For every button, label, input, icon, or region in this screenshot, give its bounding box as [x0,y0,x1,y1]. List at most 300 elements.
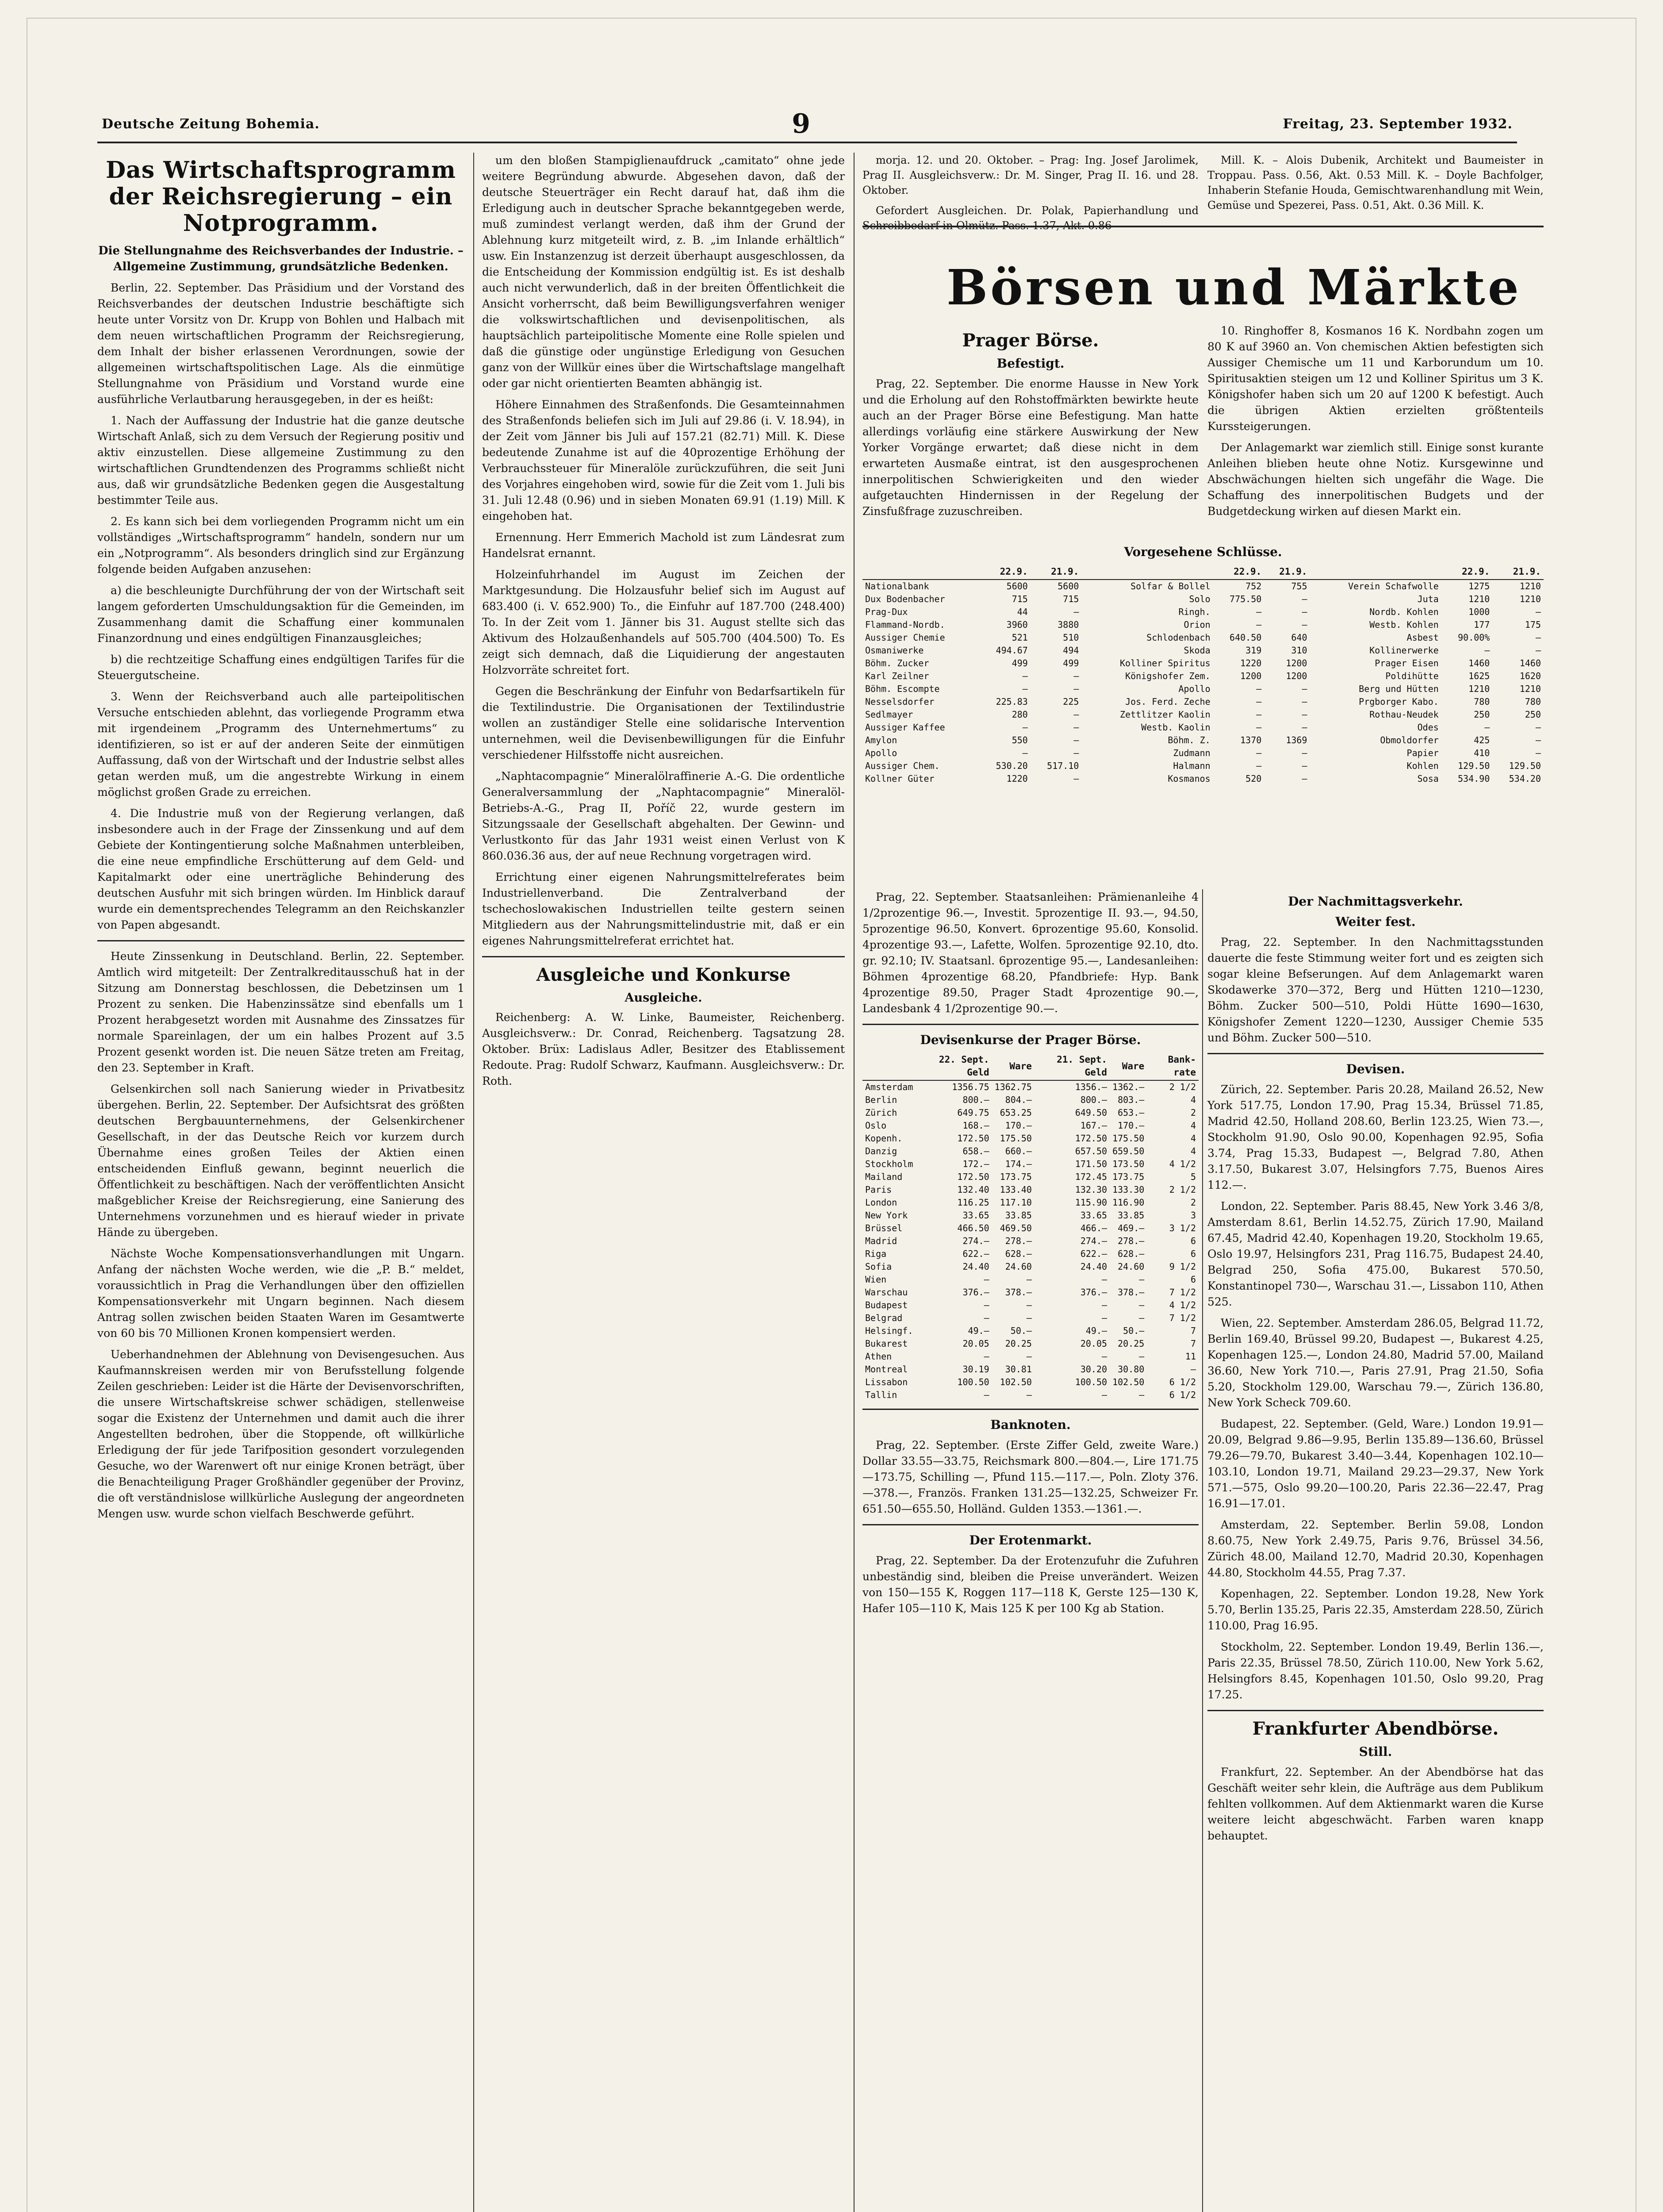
table-cell: 33.85 [1005,1210,1032,1221]
table-cell: 1210 [1519,684,1541,694]
table-cell: 715 [1063,594,1079,604]
table-cell: 11 [1185,1351,1196,1362]
table-cell: 20.05 [962,1338,989,1349]
table-cell: Aussiger Chem. [865,760,940,771]
paragraph: Prag, 22. September. Staatsanleihen: Prämienanleihe 4 1/2prozentige 96.—, Investit. 5prozentige II. 93.—, 94.50, 5prozentige 96.50, Konvert. 6prozentige 95.60, Konsolid. 4prozentige 93.—, Lafette, Wolfen. 5prozentige 92.10, dto. gr. 92.10; IV. Staatsanl. 6prozentige 95.—, Landesanleihen: Böhmen 4prozentige 68.20, Pfandbriefe: Hyp. Bank 4prozentige 89.50, Prager Stadt 4prozentige 90.—, Landesbank 4 1/2prozentige 90.—. [862,891,1199,1015]
table-header-cell: 22.9. [1441,565,1493,580]
table-cell: 715 [1012,594,1028,604]
table-cell: Danzig [865,1146,897,1156]
stock-quotes-table [862,565,1544,785]
table-cell: — [1139,1300,1145,1310]
table-cell: 3 1/2 [1169,1223,1196,1233]
stock-row [862,657,1544,670]
table-cell: 116.90 [1112,1197,1145,1208]
currency-row [862,1209,1199,1222]
paragraph: Holzeinfuhrhandel im August im Zeichen der Marktgesundung. Die Holzausfuhr belief sich im August auf 683.400 (i. V. 652.900) To., die Einfuhr auf 187.700 (248.400) To. In der Zeit vom 1. Jänner bis 31. August stellte sich das Aktivum des Holzaußenhandels auf 505.700 (404.500) To. Es zeigt sich demnach, daß die Liquidierung der angestauten Holzvorräte schreitet fort. [482,568,845,676]
table-cell: 20.05 [1080,1338,1107,1349]
currency-row [862,1145,1199,1158]
table-cell: 175.50 [1112,1133,1145,1144]
table-cell: Böhm. Z. [1168,735,1211,745]
table-cell: 1625 [1468,671,1490,681]
table-cell: 4 [1190,1094,1196,1105]
stock-row [862,618,1544,631]
table-cell: — [1302,684,1307,694]
paragraph: Errichtung einer eigenen Nahrungsmittelreferates beim Industriellenverband. Die Zentralverband der tschechoslowakischen Industriellen teilte gestern seinen Mitgliedern aus der Nahrungsmittelindustrie mit, daß er ein eigenes Nahrungsmittelreferat errichtet hat. [482,871,845,947]
table-cell: 658.— [962,1146,989,1156]
currency-row [862,1350,1199,1363]
table-cell: 100.50 [957,1377,989,1387]
table-cell: Königshofer Zem. [1125,671,1211,681]
table-cell: 175.50 [1000,1133,1032,1144]
table-cell: — [1139,1313,1145,1323]
page-number: 9 [792,108,811,139]
stock-row [862,721,1544,734]
table-cell: 4 [1190,1120,1196,1131]
table-cell: 132.40 [957,1184,989,1195]
table-cell: Sosa [1417,773,1439,784]
table-cell: — [1139,1390,1145,1400]
table-cell: 534.90 [1458,773,1490,784]
table-cell: 800.— [962,1094,989,1105]
table-cell: — [1073,709,1079,720]
table-cell: 469.— [1118,1223,1145,1233]
table-cell: 755 [1291,581,1307,591]
markets-rule [862,226,1544,227]
table-cell: 173.75 [1112,1171,1145,1182]
table-cell: 133.40 [1000,1184,1032,1195]
currency-row [862,1260,1199,1273]
table-cell: 640.50 [1230,632,1262,643]
table-cell: — [1026,1390,1032,1400]
table-cell: — [1026,1274,1032,1285]
table-cell: Berg und Hütten [1359,684,1439,694]
table-cell: 24.40 [962,1261,989,1272]
table-header-cell: Bank-rate [1147,1052,1199,1080]
table-cell: — [1102,1351,1107,1362]
table-cell: Warschau [865,1287,908,1298]
table-cell: 1460 [1519,658,1541,668]
table-cell: 116.25 [957,1197,989,1208]
table-cell: 659.50 [1112,1146,1145,1156]
table-cell: Aussiger Chemie [865,632,945,643]
table-cell: 649.50 [1075,1107,1107,1118]
table-cell: 24.40 [1080,1261,1107,1272]
table-cell: 653.— [1118,1107,1145,1118]
table-cell: 6 [1190,1236,1196,1246]
table-cell: 115.90 [1075,1197,1107,1208]
table-cell: 33.65 [962,1210,989,1221]
table-header-cell: 21.9. [1492,565,1544,580]
table-cell: Brüssel [865,1223,903,1233]
table-cell: 520 [1245,773,1262,784]
table-cell: — [1073,748,1079,758]
table-cell: 1362.— [1112,1082,1145,1092]
table-cell: 7 1/2 [1169,1313,1196,1323]
table-cell: — [1256,760,1262,771]
table-cell: 780 [1525,696,1541,707]
currency-row [862,1196,1199,1209]
paragraph: Kopenhagen, 22. September. London 19.28, New York 5.70, Berlin 135.25, Paris 22.35, Amsterdam 228.50, Zürich 110.00, Prag 16.95. [1207,1587,1544,1632]
paragraph: Stockholm, 22. September. London 19.49, Berlin 136.—, Paris 22.35, Brüssel 78.50, Zürich 110.00, New York 5.62, Helsingfors 8.45, Kopenhagen 101.50, Oslo 99.20, Prag 17.25. [1207,1640,1544,1701]
table-cell: 499 [1012,658,1028,668]
table-cell: Verein Schafwolle [1348,581,1439,591]
table-cell: 378.— [1118,1287,1145,1298]
paragraph: Prag, 22. September. Die enorme Hausse in New York und die Erholung auf den Rohstoffmärkten bewirkte heute auch an der Prager Börse eine Befestigung. Man hatte allerdings vorläufig eine stärkere Auswirkung der New Yorker Vorgänge erwartet; daß diese nicht in dem erwarteten Ausmaße eintrat, ist den ausgesprochenen innerpolitischen Schwierigkeiten und den wieder aufgetauchten Hindernissen in der Regelung der Zinsfußfrage zuzuschreiben. [862,377,1199,518]
table-cell: 33.85 [1118,1210,1145,1221]
stock-row [862,760,1544,772]
table-cell: — [1073,671,1079,681]
table-cell: — [1535,607,1541,617]
table-cell: 133.30 [1112,1184,1145,1195]
paragraph: Zürich, 22. September. Paris 20.28, Mailand 26.52, New York 517.75, London 17.90, Prag 15.34, Brüssel 71.85, Madrid 42.50, Holland 208.60, Berlin 123.25, Wien 73.—, Stockholm 91.90, Oslo 90.00, Kopenhagen 92.95, Sofia 3.74, Prag 15.33, Budapest —, Belgrad 7.80, Athen 3.17.50, Bukarest 3.07, Helsingfors 7.75, Buenos Aires 112.—. [1207,1083,1544,1191]
table-cell: — [1073,735,1079,745]
table-cell: Ringh. [1178,607,1211,617]
table-cell: Stockholm [865,1159,913,1169]
table-cell: — [1535,748,1541,758]
table-cell: — [1256,748,1262,758]
currency-row [862,1158,1199,1171]
table-cell: — [1256,607,1262,617]
table-cell: Kohlen [1406,760,1439,771]
paragraph: 1. Nach der Auffassung der Industrie hat die ganze deutsche Wirtschaft Anlaß, sich zu dem Versuch der Regierung positiv und aktiv einzustellen. Diese allgemeine Zustimmung zu den wirtschaftlichen Grundtendenzen des Programms schließt nicht aus, daß wir grundsätzliche Bedenken gegen die Ausgestaltung bestimmter Teile aus. [97,414,464,507]
table-cell: — [1139,1274,1145,1285]
table-cell: 775.50 [1230,594,1262,604]
table-cell: 7 [1190,1338,1196,1349]
table-cell: 622.— [1080,1248,1107,1259]
table-cell: Rothau-Neudek [1369,709,1439,720]
newspaper-name: Deutsche Zeitung Bohemia. [102,116,320,132]
table-cell: 274.— [1080,1236,1107,1246]
section-rule [97,940,464,941]
table-cell: 466.50 [957,1223,989,1233]
table-cell: 49.— [1085,1325,1107,1336]
paragraph: Nächste Woche Kompensationsverhandlungen mit Ungarn. Anfang der nächsten Woche werden, wie die „P. B.“ meldet, voraussichtlich in Prag die Verhandlungen über den offiziellen Kompensationsverkehr mit Ungarn beginnen. Nach diesem Antrag sollen zwischen beiden Staaten Waren im Gesamtwerte von 60 bis 70 Millionen Kronen kompensiert werden. [97,1247,464,1340]
table-cell: Karl Zeilner [865,671,929,681]
table-cell: 278.— [1005,1236,1032,1246]
table-cell: — [1535,632,1541,643]
paragraph: 3. Wenn der Reichsverband auch alle parteipolitischen Versuche entschieden ablehnt, das vorliegende Programm etwa mit irgendeinem „Programm des Unternehmertums“ zu identifizieren, so ist er auf der anderen Seite der einmütigen Auffassung, daß von der Wirtschaft und der Industrie selbst alles getan werden muß, um die angestrebte Wirkung in einem möglichst großen Grade zu erreichen. [97,690,464,799]
table-cell: — [1139,1351,1145,1362]
paragraph: Prag, 22. September. Da der Erotenzufuhr die Zufuhren unbeständig sind, bleiben die Preise unverändert. Weizen von 150—155 K, Roggen 117—118 K, Gerste 125—130 K, Hafer 105—110 K, Mais 125 K per 100 Kg ab Station. [862,1554,1199,1615]
table-cell: Wien [865,1274,887,1285]
table-header-cell [1310,565,1441,580]
table-cell: 4 [1190,1146,1196,1156]
table-cell: Bukarest [865,1338,908,1349]
table-cell: 172.— [962,1159,989,1169]
table-cell: 1275 [1468,581,1490,591]
table-cell: 1000 [1468,607,1490,617]
table-cell: — [984,1390,989,1400]
table-cell: Kollinerwerke [1369,645,1439,656]
table-cell: 657.50 [1075,1146,1107,1156]
table-cell: 660.— [1005,1146,1032,1156]
table-cell: Apollo [865,748,897,758]
table-cell: — [1022,748,1028,758]
table-cell: 1356.— [1075,1082,1107,1092]
prager-boerse-sub: Befestigt. [996,356,1065,371]
table-cell: 44 [1017,607,1028,617]
table-cell: Obmoldorfer [1380,735,1439,745]
article-subhead: Die Stellungnahme des Reichsverbandes der Industrie. – Allgemeine Zustimmung, grundsätzliche Bedenken. [98,244,464,273]
table-cell: — [984,1313,989,1323]
stock-row [862,695,1544,708]
nachmittag-sub: Weiter fest. [1335,914,1416,929]
table-cell: 1210 [1519,594,1541,604]
table-cell: — [1073,722,1079,733]
table-cell: Juta [1417,594,1439,604]
table-cell: 168.— [962,1120,989,1131]
currency-row [862,1132,1199,1145]
table-cell: 49.— [968,1325,989,1336]
table-cell: 6 [1190,1248,1196,1259]
column-rule [473,153,474,2212]
paragraph: Gelsenkirchen soll nach Sanierung wieder in Privatbesitz übergehen. Berlin, 22. September. Der Aufsichtsrat des größten deutschen Bergbauunternehmens, der Gelsenkirchener Gesellschaft, in der das Deutsche Reich vor kurzem durch Übernahme eines großen Teiles der Aktien einen entscheidenden Einfluß gewann, beginnt neuerlich die Öffentlichkeit zu beschäftigen. Nach der veröffentlichten Ansicht maßgeblicher Kreise der Reichsregierung, eine Sanierung des Unternehmens vorzunehmen und es hierauf wieder in private Hände zu übergeben. [97,1083,464,1239]
table-cell: Asbest [1406,632,1439,643]
table-header-cell: 22.9. [979,565,1031,580]
paragraph: Amsterdam, 22. September. Berlin 59.08, London 8.60.75, New York 2.49.75, Paris 9.76, Brüssel 34.56, Zürich 48.00, Mailand 12.70, Madrid 20.30, Kopenhagen 44.80, Stockholm 44.55, Prag 7.37. [1207,1518,1544,1579]
nachmittag-title: Der Nachmittagsverkehr. [1288,894,1463,909]
table-cell: 319 [1245,645,1262,656]
table-cell: 1200 [1286,658,1307,668]
markets-column-a [862,323,1199,526]
table-cell: 20.25 [1118,1338,1145,1349]
table-cell: 1200 [1240,671,1262,681]
paragraph: „Naphtacompagnie“ Mineralölraffinerie A.-G. Die ordentliche Generalversammlung der „Naphtacompagnie“ Mineralöl-Betriebs-A.-G., Prag II, Poříč 22, wurde gestern im Sitzungssaale der Gesellschaft abgehalten. Der Gewinn- und Verlustkonto für das Jahr 1931 weist einen Verlust von K 860.036.36 aus, der auf neue Rechnung vorgetragen wird. [482,770,845,862]
banknoten-title: Banknoten. [990,1417,1071,1432]
table-cell: 1362.75 [994,1082,1032,1092]
table-cell: 376.— [1080,1287,1107,1298]
table-cell: — [1022,684,1028,694]
frankfurt-sub: Still. [1359,1744,1392,1759]
table-cell: 6 1/2 [1169,1390,1196,1400]
currency-row [862,1094,1199,1106]
table-cell: Kolliner Spiritus [1120,658,1211,668]
currency-row [862,1312,1199,1325]
frankfurt-title: Frankfurter Abendbörse. [1252,1718,1499,1739]
table-cell: Prag-Dux [865,607,908,617]
table-cell: 100.50 [1075,1377,1107,1387]
table-cell: Sofia [865,1261,892,1272]
table-cell: Tallin [865,1390,897,1400]
currency-row [862,1286,1199,1299]
table-cell: — [1190,1364,1196,1375]
table-cell: Westb. Kaolin [1141,722,1211,733]
table-cell: 1369 [1286,735,1307,745]
table-cell: Böhm. Zucker [865,658,929,668]
currency-row [862,1080,1199,1094]
table-cell: 4 [1190,1133,1196,1144]
table-cell: — [1535,722,1541,733]
table-cell: 30.20 [1080,1364,1107,1375]
table-cell: — [1484,645,1490,656]
table-cell: 129.50 [1458,760,1490,771]
table-cell: 33.65 [1080,1210,1107,1221]
table-cell: 622.— [962,1248,989,1259]
table-cell: Athen [865,1351,892,1362]
stock-row [862,670,1544,683]
paragraph: Gegen die Beschränkung der Einfuhr von Bedarfsartikeln für die Textilindustrie. Die Organisationen der Textilindustrie wollen an zuständiger Stelle eine solidarische Intervention unternehmen, weil die Devisenbewilligungen für die Einfuhr verschiedener Hilfsstoffe nicht ausreichen. [482,685,845,761]
table-cell: 102.50 [1112,1377,1145,1387]
paragraph: um den bloßen Stampiglienaufdruck „camitato“ ohne jede weitere Begründung abwurde. Abgesehen davon, daß der deutsche Steuerträger ein Recht darauf hat, daß ihm die Erledigung auch in deutscher Sprache bekanntgegeben werde, muß zumindest verlangt werden, daß ihm der Grund der Ablehnung kurz mitgeteilt wird, z. B. „im Inlande erhältlich“ usw. Ein Instanzenzug ist derzeit überhaupt ausgeschlossen, da die Entscheidung der Kommission endgültig ist. Es ist deshalb auch nicht verwunderlich, daß in der breiten Öffentlichkeit die Ansicht vorherrscht, daß beim Bewilligungsverfahren weniger die volkswirtschaftlichen und devisenpolitischen, als hauptsächlich parteipolitische Momente eine Rolle spielen und daß die günstige oder ungünstige Erledigung von Gesuchen ganz von der Willkür eines über die Wirtschaftslage mangelhaft oder gar nicht orientierten Beamten abhängig ist. [482,154,845,390]
table-cell: 1356.75 [952,1082,989,1092]
table-cell: 172.45 [1075,1171,1107,1182]
page-header [102,108,1513,139]
paragraph: Der Anlagemarkt war ziemlich still. Einige sonst kurante Anleihen blieben heute ohne Notiz. Kursgewinne und Abschwächungen hielten sich ungefähr die Wage. Die Schaffung des innerpolitischen Budgets und der Budgetdeckung wirken auf diesen Markt ein. [1207,441,1544,518]
table-cell: 5 [1190,1171,1196,1182]
table-cell: 628.— [1118,1248,1145,1259]
section-rule [862,1409,1199,1410]
table-header-cell: 21.9. [1031,565,1082,580]
table-header-cell [862,565,979,580]
table-cell: Kollner Güter [865,773,935,784]
table-header-cell [862,1052,916,1080]
table-cell: 1210 [1468,684,1490,694]
section-rule [482,956,845,957]
table-cell: — [1302,773,1307,784]
paragraph: b) die rechtzeitige Schaffung eines endgültigen Tarifes für die Steuergutscheine. [97,653,464,682]
table-cell: Lissabon [865,1377,908,1387]
table-cell: 3960 [1006,619,1028,630]
table-cell: Oslo [865,1120,887,1131]
table-cell: 280 [1012,709,1028,720]
table-cell: Montreal [865,1364,908,1375]
table-cell: 2 [1190,1197,1196,1208]
paragraph: a) die beschleunigte Durchführung der von der Wirtschaft seit langem geforderten Umschuldungsaktion für die Gemeinden, im Zusammenhang damit die Schaffung einer kommunalen Finanzordnung und eines endgültigen Finanzausgleiches; [97,584,464,645]
currency-row [862,1106,1199,1119]
table-header-cell: 21.9. [1264,565,1310,580]
currency-row [862,1183,1199,1196]
table-cell: 1220 [1006,773,1028,784]
paragraph: London, 22. September. Paris 88.45, New York 3.46 3/8, Amsterdam 8.61, Berlin 14.52.75, Zürich 17.90, Mailand 67.45, Madrid 42.40, Kopenhagen 19.20, Stockholm 19.65, Oslo 19.97, Helsingfors 231, Prag 116.75, Budapest 24.40, Belgrad 250, Sofia 475.00, Bukarest 570.50, Konstantinopel 730—, Warschau 31.—, Lissabon 110, Athen 525. [1207,1200,1544,1308]
table-cell: 250 [1525,709,1541,720]
paragraph: 2. Es kann sich bei dem vorliegenden Programm nicht um ein vollständiges „Wirtschaftsprogramm“ handeln, sondern nur um ein „Notprogramm“. Als besonders dringlich sind zur Ergänzung folgende beiden Aufgaben anzusehen: [97,515,464,576]
table-cell: 173.50 [1112,1159,1145,1169]
markets-title: Börsen und Märkte [946,259,1521,316]
paragraph: 10. Ringhoffer 8, Kosmanos 16 K. Nordbahn zogen um 80 K auf 3960 an. Von chemischen Aktien befestigten sich Aussiger Chemische um 11 und Karborundum um 10. Spiritusaktien steigen um 12 und Kolliner Spiritus um 3 K. Königshofer haben sich um 20 auf 1200 K befestigt. Auch die übrigen Aktien erzielten größtenteils Kurssteigerungen. [1207,324,1544,433]
table-cell: — [1302,760,1307,771]
table-cell: 5600 [1006,581,1028,591]
table-cell: — [1026,1351,1032,1362]
table-cell: 7 [1190,1325,1196,1336]
table-cell: 425 [1474,735,1490,745]
section-title-ausgleiche: Ausgleiche und Konkurse [536,964,791,985]
column-2 [482,153,845,2212]
table-cell: — [1073,684,1079,694]
table-cell: Berlin [865,1094,897,1105]
stock-row [862,606,1544,618]
table-cell: — [1026,1313,1032,1323]
table-cell: 132.30 [1075,1184,1107,1195]
devisenkurse-title: Devisenkurse der Prager Börse. [920,1033,1141,1047]
table-cell: 4 1/2 [1169,1300,1196,1310]
table-cell: — [984,1300,989,1310]
table-cell: — [1302,607,1307,617]
table-cell: Solfar & Bollel [1130,581,1211,591]
table-cell: Budapest [865,1300,908,1310]
table-cell: 649.75 [957,1107,989,1118]
paragraph: Berlin, 22. September. Das Präsidium und der Vorstand des Reichsverbandes der deutschen Industrie beschäftigte sich heute unter Vorsitz von Dr. Krupp von Bohlen und Halbach mit dem neuen wirtschaftlichen Programm der Reichsregierung, dem Inhalt der bisher erlassenen Verordnungen, sowie der allgemeinen wirtschaftspolitischen Lage. Als die einmütige Stellungnahme von Präsidium und Vorstand wurde eine ausführliche Verlautbarung herausgegeben, in der es heißt: [97,281,464,406]
table-cell: 5600 [1058,581,1079,591]
table-cell: 4 1/2 [1169,1159,1196,1169]
table-cell: — [1302,619,1307,630]
table-cell: 1200 [1286,671,1307,681]
table-cell: 780 [1474,696,1490,707]
table-cell: 172.50 [957,1171,989,1182]
stock-row [862,644,1544,657]
table-cell: 1220 [1240,658,1262,668]
table-cell: 3880 [1058,619,1079,630]
table-cell: — [1256,696,1262,707]
table-cell: 167.— [1080,1120,1107,1131]
table-cell: Zettlitzer Kaolin [1120,709,1211,720]
table-cell: Amylon [865,735,897,745]
table-cell: 274.— [962,1236,989,1246]
table-cell: 310 [1291,645,1307,656]
table-cell: — [1022,722,1028,733]
currency-row [862,1325,1199,1337]
table-cell: 129.50 [1509,760,1541,771]
table-cell: 170.— [1005,1120,1032,1131]
table-cell: Zudmann [1173,748,1211,758]
table-cell: — [1022,671,1028,681]
paragraph: morja. 12. und 20. Oktober. – Prag: Ing. Josef Jarolimek, Prag II. Ausgleichsverw.: Dr. M. Singer, Prag II. 16. und 28. Oktober. [862,154,1199,196]
table-cell: Aussiger Kaffee [865,722,945,733]
table-cell: — [1302,722,1307,733]
table-cell: — [1302,748,1307,758]
section-rule [862,1524,1199,1525]
table-cell: — [1102,1313,1107,1323]
table-cell: 2 [1190,1107,1196,1118]
table-cell: 517.10 [1047,760,1079,771]
column-3-top [862,153,1199,219]
table-cell: — [1256,684,1262,694]
stock-row [862,734,1544,747]
section-subtitle: Ausgleiche. [625,991,702,1005]
markets-column-c [862,889,1199,2212]
table-cell: Mailand [865,1171,903,1182]
table-cell: 30.80 [1118,1364,1145,1375]
table-cell: 410 [1474,748,1490,758]
section-rule [1207,1710,1544,1711]
stock-table-title: Vorgesehene Schlüsse. [1124,545,1282,559]
table-cell: 278.— [1118,1236,1145,1246]
table-cell: Prgborger Kabo. [1359,696,1439,707]
table-cell: 24.60 [1005,1261,1032,1272]
currency-row [862,1337,1199,1350]
table-cell: London [865,1197,897,1208]
table-header-cell: 21. Sept. Geld [1035,1052,1110,1080]
table-cell: 628.— [1005,1248,1032,1259]
table-cell: 6 [1190,1274,1196,1285]
table-cell: — [1302,696,1307,707]
table-cell: Helsingf. [865,1325,913,1336]
table-cell: 6 1/2 [1169,1377,1196,1387]
table-cell: Nordb. Kohlen [1369,607,1439,617]
table-cell: Prager Eisen [1375,658,1439,668]
table-cell: Belgrad [865,1313,903,1323]
table-cell: 550 [1012,735,1028,745]
table-cell: 170.— [1118,1120,1145,1131]
table-cell: Schlodenbach [1146,632,1211,643]
table-cell: 250 [1474,709,1490,720]
table-cell: 534.20 [1509,773,1541,784]
table-cell: 494.67 [996,645,1028,656]
stock-row [862,593,1544,606]
table-header-cell: 22. Sept. Geld [916,1052,992,1080]
table-cell: 1210 [1468,594,1490,604]
table-cell: Kosmanos [1168,773,1211,784]
paragraph: Prag, 22. September. (Erste Ziffer Geld, zweite Ware.) Dollar 33.55—33.75, Reichsmark 800.—804.—, Lire 171.75—173.75, Schilling —, Pfund 115.—117.—, Poln. Zloty 376.—378.—, Französ. Franken 131.25—132.25, Schweizer Fr. 651.50—655.50, Holländ. Gulden 1353.—1361.—. [862,1439,1199,1515]
